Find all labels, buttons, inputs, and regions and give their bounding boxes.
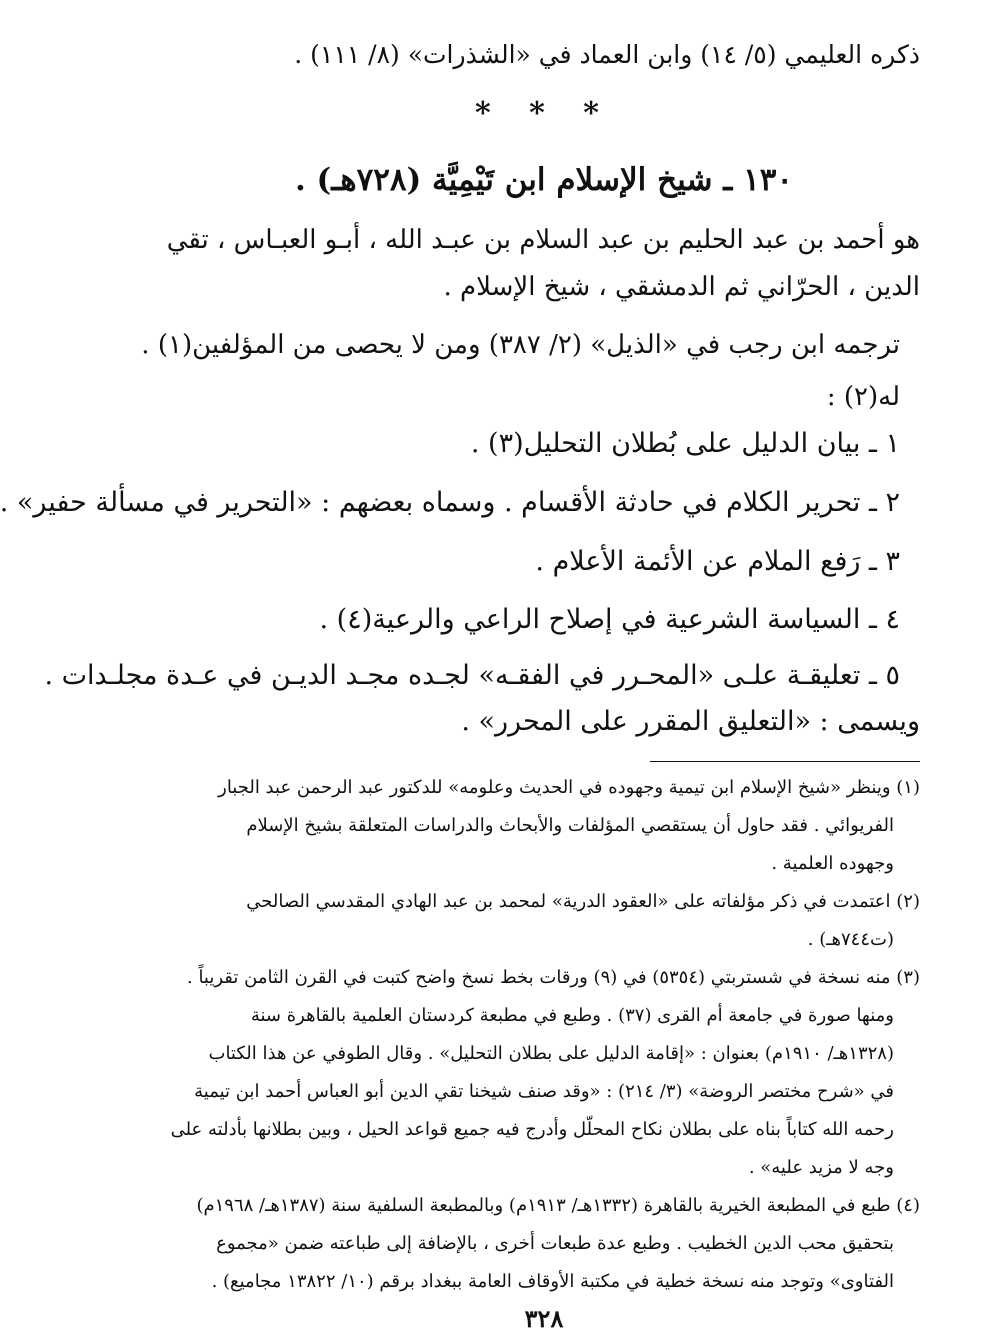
translation-line: ترجمه ابن رجب في «الذيل» (٢/ ٣٨٧) ومن لا يحصى من المؤلفين(١) .	[141, 330, 900, 360]
work-item-1: ١ ـ بيان الدليل على بُطلان التحليل(٣) .	[470, 428, 900, 459]
footnote-divider	[650, 761, 920, 762]
page-number: ٣٢٨	[524, 1304, 564, 1333]
footnote-1-line-1: (١) وينظر «شيخ الإسلام ابن تيمية وجهوده في الحديث وعلومه» للدكتور عبد الرحمن عبد الجبار	[218, 777, 920, 798]
bio-line-2: الدين ، الحرّاني ثم الدمشقي ، شيخ الإسلام .	[443, 272, 920, 302]
footnote-3-line-6: وجه لا مزيد عليه» .	[748, 1157, 894, 1178]
footnote-4-line-1: (٤) طبع في المطبعة الخيرية بالقاهرة (١٣٣٢هـ/ ١٩١٣م) وبالمطبعة السلفية سنة (١٣٨٧هـ/ ١٩٦٨م)	[196, 1195, 920, 1216]
footnote-3-line-1: (٣) منه نسخة في شستربتي (٥٣٥٤) في (٩) ورقات بخط نسخ واضح كتبت في القرن الثامن تقريباً .	[187, 967, 920, 988]
footnote-3-line-5: رحمه الله كتاباً بناه على بطلان نكاح المحلّل وأدرج فيه جميع قواعد الحيل ، وبين بطلانها بأدلته على	[170, 1119, 894, 1140]
footnote-2-line-2: (ت٧٤٤هـ) .	[807, 929, 894, 950]
footnote-2-line-1: (٢) اعتمدت في ذكر مؤلفاته على «العقود الدرية» لمحمد بن عبد الهادي المقدسي الصالحي	[246, 891, 920, 912]
footnote-4-line-2: بتحقيق محب الدين الخطيب . وطبع عدة طبعات أخرى ، بالإضافة إلى طباعته ضمن «مجموع	[216, 1233, 894, 1254]
work-item-4: ٤ ـ السياسة الشرعية في إصلاح الراعي والرعية(٤) .	[319, 604, 900, 635]
footnote-1-line-3: وجهوده العلمية .	[771, 853, 894, 874]
footnote-1-line-2: الفريوائي . فقد حاول أن يستقصي المؤلفات والأبحاث والدراسات المتعلقة بشيخ الإسلام	[246, 815, 894, 836]
footnote-4-line-3: الفتاوى» وتوجد منه نسخة خطية في مكتبة الأوقاف العامة ببغداد برقم (١٠/ ١٣٨٢٢ مجاميع) .	[211, 1271, 894, 1292]
work-item-3: ٣ ـ رَفع الملام عن الأئمة الأعلام .	[535, 546, 900, 577]
work-item-5: ٥ ـ تعليقـة علـى «المحـرر في الفقـه» لجـده مجـد الديـن في عـدة مجلـدات .	[44, 660, 900, 691]
section-separator: * * *	[475, 96, 613, 131]
footnote-3-line-3: (١٣٢٨هـ/ ١٩١٠م) بعنوان : «إقامة الدليل على بطلان التحليل» . وقال الطوفي عن هذا الكتاب	[208, 1043, 894, 1064]
work-item-5-continuation: ويسمى : «التعليق المقرر على المحرر» .	[461, 706, 920, 737]
footnote-3-line-2: ومنها صورة في جامعة أم القرى (٣٧) . وطبع في مطبعة كردستان العلمية بالقاهرة سنة	[250, 1005, 894, 1026]
entry-title: ١٣٠ ـ شيخ الإسلام ابن تَيْمِيَّة (٧٢٨هـ) .	[294, 162, 794, 198]
intro-line: ذكره العليمي (٥/ ١٤) وابن العماد في «الشذرات» (٨/ ١١١) .	[294, 40, 920, 69]
work-item-2: ٢ ـ تحرير الكلام في حادثة الأقسام . وسماه بعضهم : «التحرير في مسألة حفير» .	[0, 487, 900, 518]
footnote-3-line-4: في «شرح مختصر الروضة» (٣/ ٢١٤) : «وقد صنف شيخنا تقي الدين أبو العباس أحمد ابن تيمية	[194, 1081, 894, 1102]
works-intro: له(٢) :	[826, 382, 900, 412]
bio-line-1: هو أحمد بن عبد الحليم بن عبد السلام بن عبـد الله ، أبـو العبـاس ، تقي	[166, 225, 920, 255]
